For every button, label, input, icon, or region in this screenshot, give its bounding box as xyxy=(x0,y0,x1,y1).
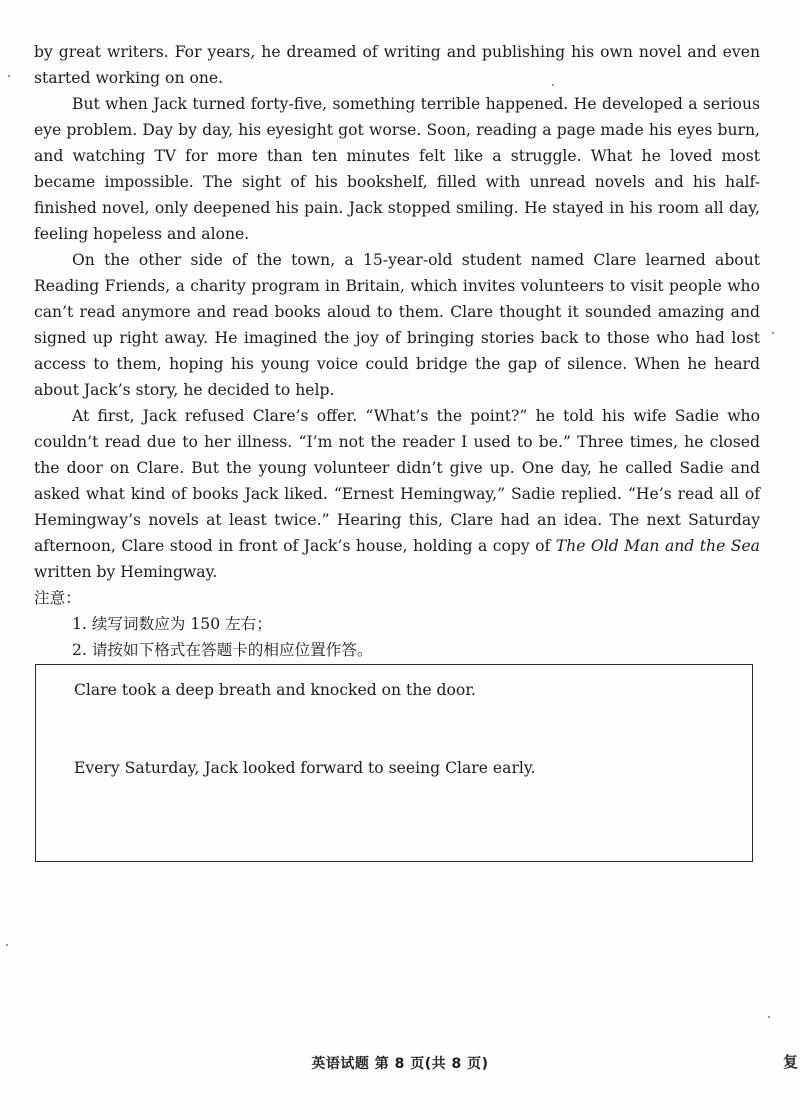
paragraph-first-visit-text: At first, Jack refused Clare’s offer. “What’s the point?” he told his wife Sadie who couldn’t read due to her illness. “I’m not the reader I used to be.” Three times, he closed the door on Clare. But the young volunteer didn’t give up. One day, he called Sadie and asked what kind of books Jack liked. “Ernest Hemingway,” Sadie replied. “He’s read all of Hemingway’s novels at least twice.” Hearing this, Clare had an idea. The next Saturday afternoon, Clare stood in front of Jack’s house, holding a copy of xyxy=(34,407,760,555)
notes-heading: 注意： xyxy=(34,589,81,607)
scan-speck xyxy=(6,944,8,946)
passage xyxy=(34,39,760,663)
page-footer: 英语试题 第 8 页(共 8 页) xyxy=(311,1056,489,1072)
paragraph-continuation: by great writers. For years, he dreamed of writing and publishing his own novel and even started working on one. xyxy=(34,43,760,87)
answer-format-box xyxy=(35,664,753,862)
scan-speck xyxy=(768,1016,770,1018)
scan-speck xyxy=(8,75,10,77)
paragraph-first-visit xyxy=(34,403,760,585)
paragraph-eye-problem: But when Jack turned forty-five, something terrible happened. He developed a serious eye problem. Day by day, his eyesight got worse. Soon, reading a page made his eyes burn, and watching TV for more than ten minutes felt like a struggle. What he loved most became impossible. The sight of his bookshelf, filled with unread novels and his half-finished novel, only deepened his pain. Jack stopped smiling. He stayed in his room all day, feeling hopeless and alone. xyxy=(34,95,760,243)
answer-prompt-first: Clare took a deep breath and knocked on the door. xyxy=(74,681,477,699)
note-word-count: 1. 续写词数应为 150 左右； xyxy=(72,615,272,633)
scan-speck xyxy=(552,84,554,86)
paragraph-clare: On the other side of the town, a 15-year-old student named Clare learned about Reading Friends, a charity program in Britain, which invites volunteers to visit people who can’t read anymore and read books aloud to them. Clare thought it sounded amazing and signed up right away. He imagined the joy of bringing stories back to those who had lost access to them, hoping his young voice could bridge the gap of silence. When he heard about Jack’s story, he decided to help. xyxy=(34,251,760,399)
answer-prompt-second: Every Saturday, Jack looked forward to seeing Clare early. xyxy=(74,759,536,777)
paragraph-first-visit-end: written by Hemingway. xyxy=(34,563,218,581)
note-answer-format: 2. 请按如下格式在答题卡的相应位置作答。 xyxy=(72,641,373,659)
scan-speck xyxy=(772,332,774,334)
edge-mark: 复 xyxy=(782,1053,798,1071)
book-title: The Old Man and the Sea xyxy=(555,537,760,555)
